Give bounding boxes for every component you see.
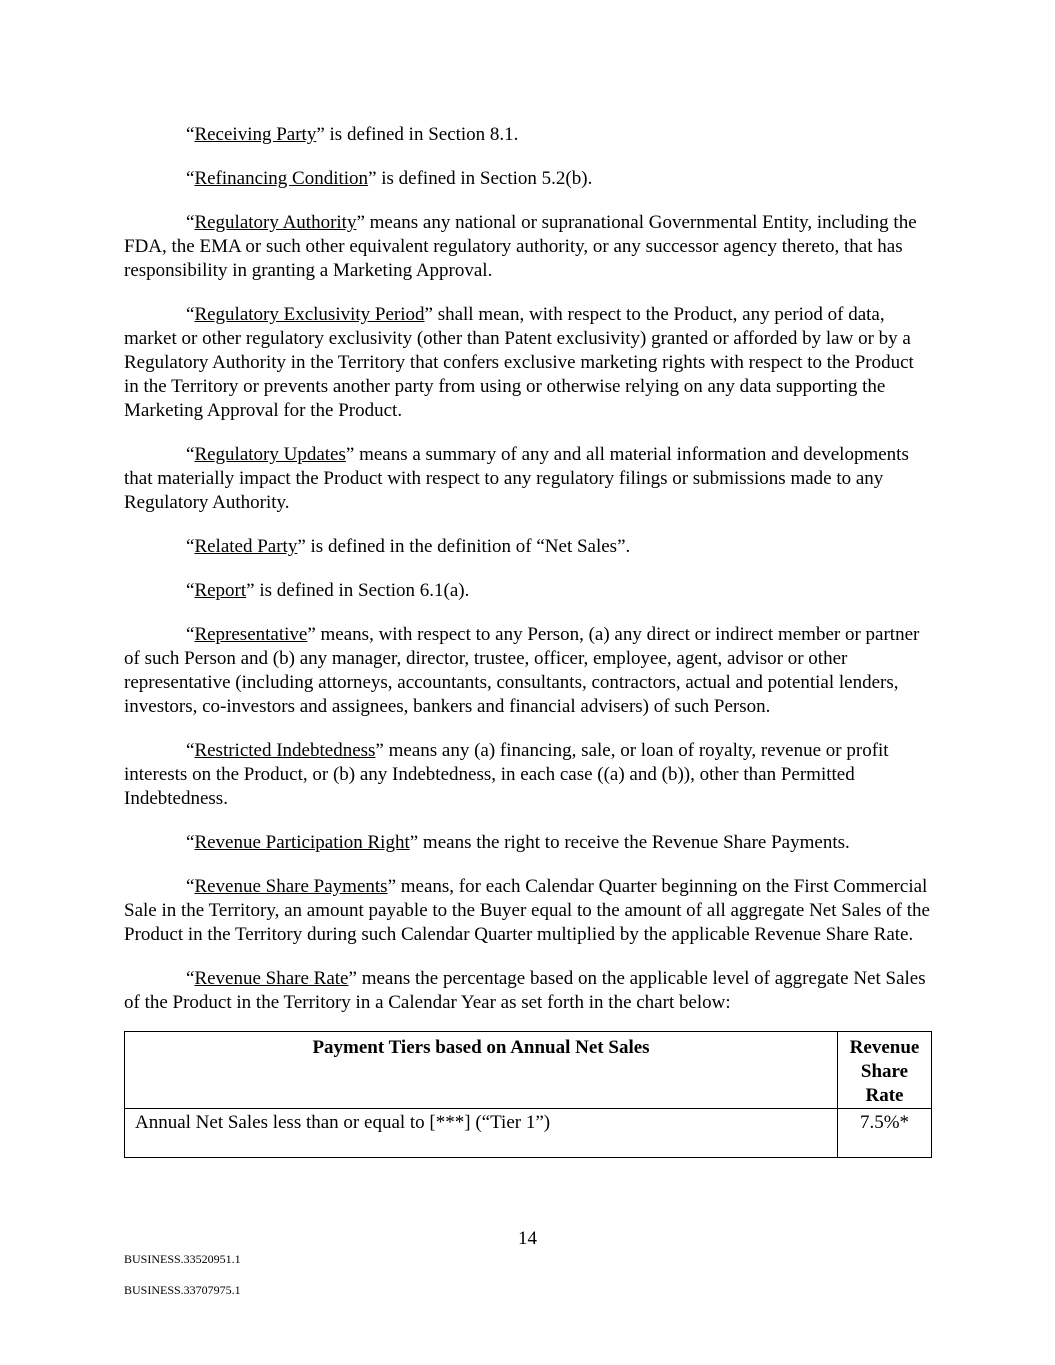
definition-text: shall mean, with respect to the Product, any period of data, market or other regulatory exclusivity (other than Patent exclusivity) granted or afforded by law or by a Regulatory Authority in the Territory that confers exclusive marketing rights with respect to the Product in the Territory or prevents another party from using or otherwise relying on any data supporting the Marketing Approval for the Product. (124, 304, 914, 421)
definition-paragraph: “Revenue Participation Right” means the right to receive the Revenue Share Payments. (186, 832, 850, 853)
tier-cell: Annual Net Sales less than or equal to [***] (“Tier 1”) (125, 1109, 838, 1158)
definition-paragraph: “Receiving Party” is defined in Section 8.1. (186, 124, 519, 145)
definition-paragraph: “Regulatory Updates” means a summary of any and all material information and developments that materially impact the Product with respect to any regulatory filings or submissions made to any Regulatory Authority. (124, 444, 909, 513)
document-id: BUSINESS.33520951.1 (124, 1252, 241, 1266)
revenue-share-table (124, 1031, 932, 1158)
defined-term: Regulatory Updates (194, 444, 346, 465)
defined-term: Representative (194, 624, 308, 645)
definition-paragraph: “Representative” means, with respect to any Person, (a) any direct or indirect member or partner of such Person and (b) any manager, director, trustee, officer, employee, agent, advisor or other representative (including attorneys, accountants, consultants, contractors, actual and potential lenders, investors, co-investors and assignees, bankers and financial advisers) of such Person. (124, 624, 920, 717)
definition-paragraph: “Refinancing Condition” is defined in Section 5.2(b). (186, 168, 593, 189)
document-body (124, 123, 932, 1158)
definition-text: means a summary of any and all material information and developments that materially impact the Product with respect to any regulatory filings or submissions made to any Regulatory Authority. (124, 444, 909, 513)
definition-paragraph: “Restricted Indebtedness” means any (a) financing, sale, or loan of royalty, revenue or profit interests on the Product, or (b) any Indebtedness, in each case ((a) and (b)), other than Permitted Indebtedness. (124, 740, 889, 809)
defined-term: Report (194, 580, 247, 601)
definition-text: means the percentage based on the applicable level of aggregate Net Sales of the Product in the Territory in a Calendar Year as set forth in the chart below: (124, 968, 926, 1013)
defined-term: Regulatory Authority (194, 212, 357, 233)
definition-paragraph: “Revenue Share Rate” means the percentage based on the applicable level of aggregate Net Sales of the Product in the Territory in a Calendar Year as set forth in the chart below: (124, 968, 926, 1013)
defined-term: Receiving Party (194, 124, 317, 145)
defined-term: Revenue Share Payments (194, 876, 388, 897)
defined-term: Related Party (194, 536, 298, 557)
definition-text: means, with respect to any Person, (a) any direct or indirect member or partner of such Person and (b) any manager, director, trustee, officer, employee, agent, advisor or other representative (including attorneys, accountants, consultants, contractors, actual and potential lenders, investors, co-investors and assignees, bankers and financial advisers) of such Person. (124, 624, 920, 717)
table-row (125, 1109, 932, 1158)
definition-paragraph: “Related Party” is defined in the definition of “Net Sales”. (186, 536, 631, 557)
definition-text: is defined in Section 6.1(a). (254, 580, 470, 601)
definition-paragraph: “Report” is defined in Section 6.1(a). (186, 580, 470, 601)
page-number: 14 (518, 1228, 537, 1249)
definition-paragraph: “Regulatory Authority” means any national or supranational Governmental Entity, including the FDA, the EMA or such other equivalent regulatory authority, or any successor agency thereto, that has responsibility in granting a Marketing Approval. (124, 212, 917, 281)
header-payment-tiers: Payment Tiers based on Annual Net Sales (125, 1032, 838, 1109)
definition-text: means, for each Calendar Quarter beginning on the First Commercial Sale in the Territory, an amount payable to the Buyer equal to the amount of all aggregate Net Sales of the Product in the Territory during such Calendar Quarter multiplied by the applicable Revenue Share Rate. (124, 876, 930, 945)
definition-paragraph: “Regulatory Exclusivity Period” shall mean, with respect to the Product, any period of data, market or other regulatory exclusivity (other than Patent exclusivity) granted or afforded by law or by a Regulatory Authority in the Territory that confers exclusive marketing rights with respect to the Product in the Territory or prevents another party from using or otherwise relying on any data supporting the Marketing Approval for the Product. (124, 304, 914, 421)
definition-text: is defined in Section 5.2(b). (376, 168, 593, 189)
definition-text: means any (a) financing, sale, or loan of royalty, revenue or profit interests on the Product, or (b) any Indebtedness, in each case ((a) and (b)), other than Permitted Indebtedness. (124, 740, 889, 809)
defined-term: Regulatory Exclusivity Period (194, 304, 425, 325)
defined-term: Refinancing Condition (194, 168, 369, 189)
defined-term: Revenue Participation Right (194, 832, 410, 853)
rate-cell: 7.5%* (838, 1109, 932, 1158)
header-revenue-share-rate: Revenue Share Rate (838, 1032, 932, 1109)
defined-term: Revenue Share Rate (194, 968, 349, 989)
definition-text: means the right to receive the Revenue Share Payments. (418, 832, 850, 853)
definition-text: is defined in Section 8.1. (324, 124, 519, 145)
definition-text: is defined in the definition of “Net Sales”. (305, 536, 631, 557)
document-id: BUSINESS.33707975.1 (124, 1283, 241, 1297)
definition-paragraph: “Revenue Share Payments” means, for each Calendar Quarter beginning on the First Commercial Sale in the Territory, an amount payable to the Buyer equal to the amount of all aggregate Net Sales of the Product in the Territory during such Calendar Quarter multiplied by the applicable Revenue Share Rate. (124, 876, 930, 945)
definition-text: means any national or supranational Governmental Entity, including the FDA, the EMA or such other equivalent regulatory authority, or any successor agency thereto, that has responsibility in granting a Marketing Approval. (124, 212, 917, 281)
defined-term: Restricted Indebtedness (194, 740, 376, 761)
table-header-row (125, 1032, 932, 1109)
